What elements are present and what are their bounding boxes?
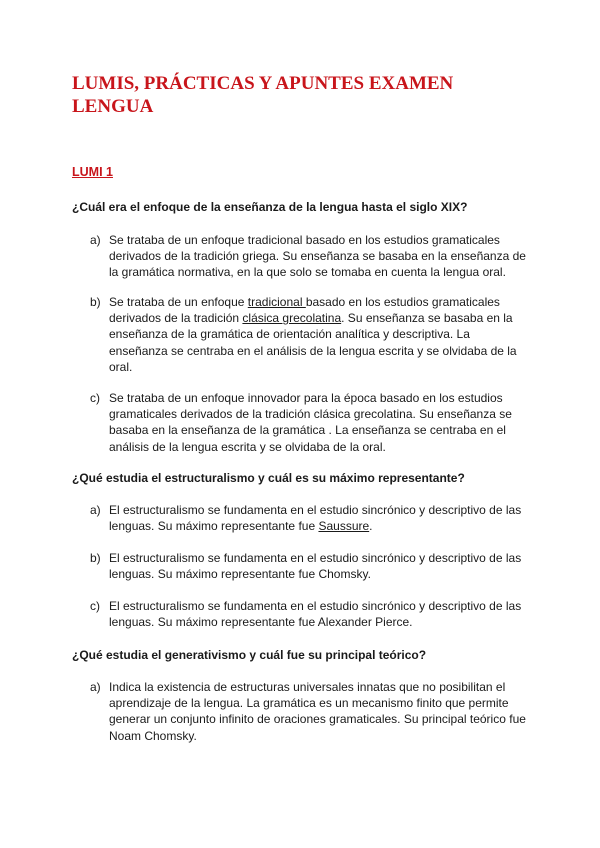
- document-title: LUMIS, PRÁCTICAS Y APUNTES EXAMEN LENGUA: [72, 73, 454, 117]
- option-marker: c): [90, 599, 100, 613]
- underlined-term: Saussure: [318, 519, 370, 534]
- option-text: Se trataba de un enfoque tradicional basado en los estudios gramaticales derivados de la tradición griega. Su enseñanza se basaba en la enseñanza de la gramática normativa, en la que solo se tomaba en cuenta la lengua oral.: [109, 233, 526, 280]
- option-text: El estructuralismo se fundamenta en el estudio sincrónico y descriptivo de las lenguas. Su máximo representante fue Chomsky.: [109, 551, 522, 582]
- question-1: ¿Cuál era el enfoque de la enseñanza de la lengua hasta el siglo XIX?: [72, 200, 468, 214]
- option-marker: a): [90, 503, 101, 517]
- option-text: El estructuralismo se fundamenta en el estudio sincrónico y descriptivo de las lenguas. Su máximo representante fue Alexander Pierce.: [109, 599, 522, 630]
- option-text: Indica la existencia de estructuras universales innatas que no posibilitan el aprendizaje de la lengua. La gramática es un mecanismo finito que permite generar un conjunto infinito de oraciones gramaticales. Su principal teórico fue Noam Chomsky.: [109, 680, 526, 743]
- option-text-part: basado en los estudios gramaticales derivados de la tradición: [109, 295, 500, 326]
- option-text: [109, 502, 530, 534]
- option-marker: c): [90, 391, 100, 405]
- question-1-option-a: [90, 232, 530, 281]
- option-marker: b): [90, 295, 101, 309]
- question-1-option-c: [90, 390, 530, 455]
- underlined-term: clásica grecolatina: [242, 311, 342, 326]
- option-marker: a): [90, 233, 101, 247]
- question-2-option-b: [90, 550, 530, 582]
- option-marker: b): [90, 551, 101, 565]
- option-text-part: .: [369, 519, 373, 534]
- question-3-option-a: [90, 679, 530, 744]
- question-1-option-b: [90, 294, 530, 375]
- option-text: [109, 294, 530, 375]
- question-2: ¿Qué estudia el estructuralismo y cuál es su máximo representante?: [72, 471, 465, 485]
- option-text-part: El estructuralismo se fundamenta en el estudio sincrónico y descriptivo de las lenguas. Su máximo representante fue: [109, 503, 522, 534]
- section-title-lumi-1: LUMI 1: [72, 165, 113, 179]
- option-text-part: Se trataba de un enfoque: [109, 295, 248, 309]
- option-text-part: . Su enseñanza se basaba en la enseñanza de la gramática de orientación analítica y descriptiva. La enseñanza se centraba en el análisis de la lengua escrita y se olvidaba de la oral.: [109, 311, 517, 374]
- option-marker: a): [90, 680, 101, 694]
- question-3: ¿Qué estudia el generativismo y cuál fue su principal teórico?: [72, 648, 427, 662]
- option-text: Se trataba de un enfoque innovador para la época basado en los estudios gramaticales derivados de la tradición clásica grecolatina. Su enseñanza se basaba en la enseñanza de la gramática . La enseñanza se centraba en el análisis de la lengua escrita y se olvidaba de la oral.: [109, 391, 512, 454]
- question-2-option-c: [90, 598, 530, 630]
- underlined-term: tradicional: [247, 295, 306, 309]
- question-2-option-a: [90, 502, 530, 534]
